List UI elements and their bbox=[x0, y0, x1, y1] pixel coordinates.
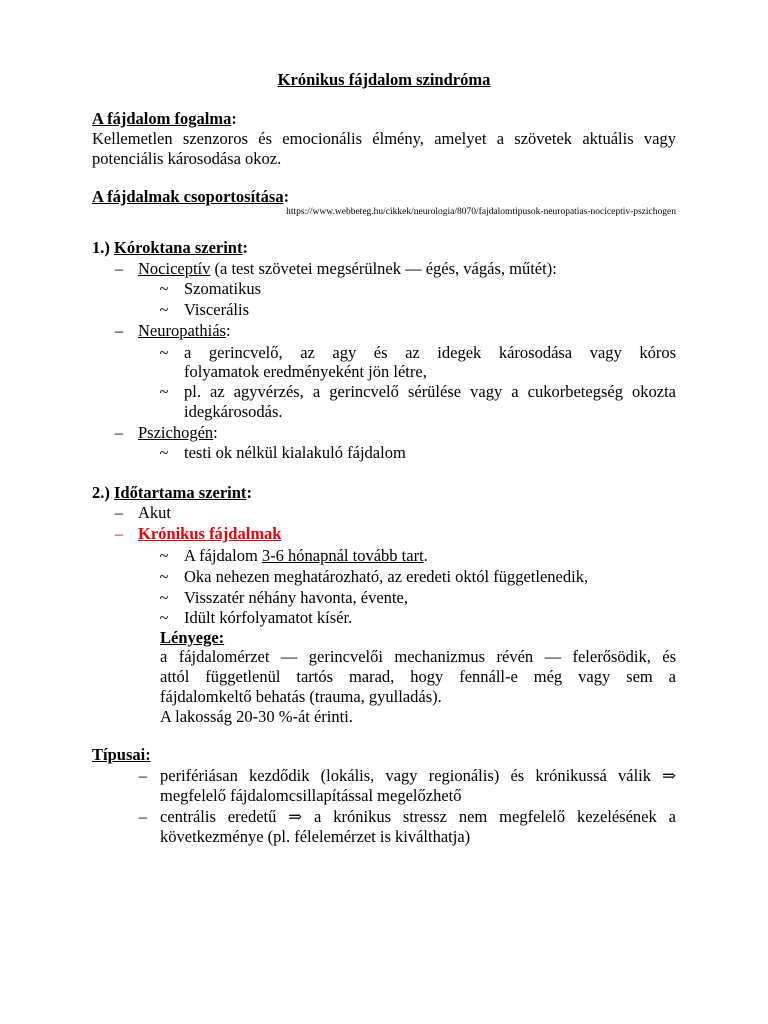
chronic-point-4: Idült kórfolyamatot kísér. bbox=[184, 608, 353, 627]
psychogenic-colon: : bbox=[213, 423, 218, 442]
source-url[interactable]: https://www.webbeteg.hu/cikkek/neurologia/8070/fajdalomtipusok-neuropatias-nociceptiv-pszichogen bbox=[286, 207, 676, 217]
tilde-bullet: ~ bbox=[159, 608, 169, 627]
essence-line-1: a fájdalomérzet — gerincvelői mechanizmus révén — felerősödik, és bbox=[160, 647, 676, 666]
page-title: Krónikus fájdalom szindróma bbox=[277, 70, 491, 89]
grouping-heading bbox=[92, 187, 289, 207]
section1-num: 1.) bbox=[92, 238, 110, 257]
dash-bullet: – bbox=[138, 766, 148, 785]
chronic-point-2: Oka nehezen meghatározható, az eredeti októl függetlenedik, bbox=[184, 567, 589, 586]
section1-heading bbox=[92, 238, 248, 258]
chronic-point-3: Visszatér néhány havonta, évente, bbox=[184, 588, 408, 607]
tilde-bullet: ~ bbox=[159, 382, 169, 401]
tilde-bullet: ~ bbox=[159, 588, 169, 607]
essence-line-4: A lakosság 20-30 %-át érinti. bbox=[160, 707, 353, 726]
somatic-item: Szomatikus bbox=[184, 279, 261, 298]
grouping-heading-text: A fájdalmak csoportosítása bbox=[92, 187, 284, 206]
section2-heading-text: Időtartama szerint bbox=[114, 483, 247, 502]
acute-item: Akut bbox=[138, 503, 171, 522]
nociceptive-item bbox=[138, 259, 557, 279]
dash-bullet: – bbox=[114, 503, 124, 522]
section2-heading bbox=[92, 483, 252, 503]
tilde-bullet: ~ bbox=[159, 300, 169, 319]
concept-heading bbox=[92, 109, 237, 129]
chronic-point-1-pre: A fájdalom bbox=[184, 546, 262, 565]
psychogenic-label: Pszichogén bbox=[138, 423, 214, 442]
chronic-point-1-post: . bbox=[423, 546, 428, 565]
tilde-bullet: ~ bbox=[159, 567, 169, 586]
neuropathic-desc-2a: pl. az agyvérzés, a gerincvelő sérülése vagy a cukorbetegség okozta bbox=[184, 382, 676, 401]
neuropathic-item bbox=[138, 321, 231, 341]
dash-bullet: – bbox=[138, 807, 148, 826]
concept-heading-text: A fájdalom fogalma bbox=[92, 109, 232, 128]
dash-bullet: – bbox=[114, 423, 124, 442]
concept-line-2: potenciális károsodása okoz. bbox=[92, 149, 282, 168]
dash-bullet: – bbox=[114, 321, 124, 340]
neuropathic-desc-2b: idegkárosodás. bbox=[184, 402, 283, 421]
section2-colon: : bbox=[246, 483, 252, 502]
chronic-item: Krónikus fájdalmak bbox=[138, 524, 282, 543]
type-1-line-1: perifériásan kezdődik (lokális, vagy regionális) és krónikussá válik ⇒ bbox=[160, 766, 676, 785]
essence-line-2: attól függetlenül tartós marad, hogy fennáll-e még vagy sem a bbox=[160, 667, 676, 686]
neuropathic-label: Neuropathiás bbox=[138, 321, 226, 340]
section1-colon: : bbox=[242, 238, 248, 257]
type-1-line-2: megfelelő fájdalomcsillapítással megelőzhető bbox=[160, 786, 462, 805]
essence-line-3: fájdalomkeltő behatás (trauma, gyulladás). bbox=[160, 687, 442, 706]
neuropathic-desc-1b: folyamatok eredményeként jön létre, bbox=[184, 362, 427, 381]
neuropathic-desc-1a: a gerincvelő, az agy és az idegek károsodása vagy kóros bbox=[184, 343, 676, 362]
tilde-bullet: ~ bbox=[159, 546, 169, 565]
psychogenic-item bbox=[138, 423, 218, 443]
type-2-line-1: centrális eredetű ⇒ a krónikus stressz nem megfelelő kezelésének a bbox=[160, 807, 676, 826]
tilde-bullet: ~ bbox=[159, 443, 169, 462]
type-2-line-2: következménye (pl. félelemérzet is kiválthatja) bbox=[160, 827, 471, 846]
chronic-point-1 bbox=[184, 546, 428, 566]
essence-heading: Lényege: bbox=[160, 628, 225, 647]
chronic-duration: 3-6 hónapnál tovább tart bbox=[261, 546, 424, 565]
types-heading: Típusai: bbox=[92, 745, 151, 764]
dash-bullet: – bbox=[114, 259, 124, 278]
tilde-bullet: ~ bbox=[159, 343, 169, 362]
grouping-heading-colon: : bbox=[283, 187, 290, 206]
section2-num: 2.) bbox=[92, 483, 110, 502]
psychogenic-desc: testi ok nélkül kialakuló fájdalom bbox=[184, 443, 406, 462]
visceral-item: Viscerális bbox=[184, 300, 249, 319]
tilde-bullet: ~ bbox=[159, 279, 169, 298]
nociceptive-desc: (a test szövetei megsérülnek — égés, vágás, műtét): bbox=[210, 259, 557, 278]
concept-line-1: Kellemetlen szenzoros és emocionális élmény, amelyet a szövetek aktuális vagy bbox=[92, 129, 676, 148]
concept-heading-colon: : bbox=[231, 109, 237, 128]
neuropathic-colon: : bbox=[225, 321, 231, 340]
nociceptive-label: Nociceptív bbox=[138, 259, 211, 278]
dash-bullet-red: – bbox=[114, 524, 124, 543]
section1-heading-text: Kóroktana szerint bbox=[114, 238, 243, 257]
